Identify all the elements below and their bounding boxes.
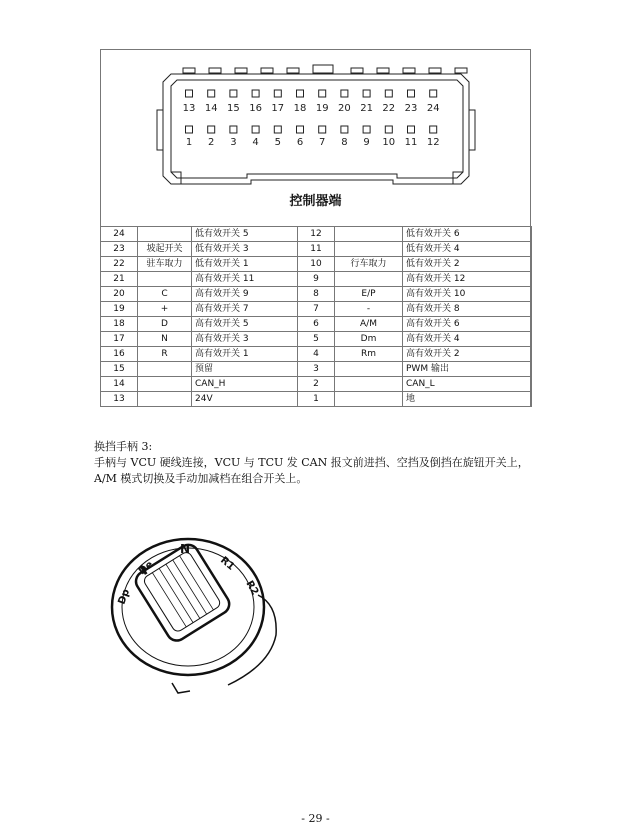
- table-cell: 3: [298, 362, 335, 377]
- table-cell: 高有效开关 4: [403, 332, 532, 347]
- pin-number: 13: [182, 103, 196, 114]
- table-cell: D: [138, 317, 192, 332]
- table-cell: 高有效开关 5: [192, 317, 298, 332]
- table-cell: +: [138, 302, 192, 317]
- table-cell: 低有效开关 6: [403, 227, 532, 242]
- table-cell: N: [138, 332, 192, 347]
- page-number: - 29 -: [301, 812, 330, 825]
- table-cell: [138, 227, 192, 242]
- pin-box: [385, 126, 392, 133]
- pin-number: 23: [404, 103, 418, 114]
- table-cell: 12: [298, 227, 335, 242]
- table-row: [101, 347, 532, 362]
- table-cell: 22: [101, 257, 138, 272]
- table-cell: 24V: [192, 392, 298, 407]
- pin-box: [186, 126, 193, 133]
- table-cell: 高有效开关 7: [192, 302, 298, 317]
- table-cell: [335, 242, 403, 257]
- table-cell: CAN_H: [192, 377, 298, 392]
- pin-number: 1: [185, 137, 193, 148]
- pin-number: 11: [404, 137, 418, 148]
- connector-diagram: [101, 50, 530, 227]
- pin-box: [430, 126, 437, 133]
- table-cell: [335, 227, 403, 242]
- pin-number: 8: [341, 137, 348, 148]
- pin-number: 16: [249, 103, 262, 114]
- table-row: [101, 332, 532, 347]
- table-row: [101, 392, 532, 407]
- table-cell: 10: [298, 257, 335, 272]
- pin-number: 4: [252, 137, 259, 148]
- table-cell: 坡起开关: [138, 242, 192, 257]
- table-cell: 地: [403, 392, 532, 407]
- table-cell: [335, 272, 403, 287]
- table-cell: 20: [101, 287, 138, 302]
- table-cell: -: [335, 302, 403, 317]
- table-cell: 4: [298, 347, 335, 362]
- pin-box: [297, 126, 304, 133]
- dial-label-n: N: [180, 542, 191, 556]
- table-cell: 低有效开关 4: [403, 242, 532, 257]
- table-cell: 高有效开关 10: [403, 287, 532, 302]
- pin-assignment-table: [100, 226, 532, 407]
- table-cell: 高有效开关 1: [192, 347, 298, 362]
- table-row: [101, 257, 532, 272]
- table-row: [101, 362, 532, 377]
- table-cell: 17: [101, 332, 138, 347]
- table-cell: 低有效开关 2: [403, 257, 532, 272]
- description-paragraph: 手柄与 VCU 硬线连接，VCU 与 TCU 发 CAN 报文前进挡、空挡及倒挡在旋钮开关上，A/M 模式切换及手动加减档在组合开关上。: [94, 456, 529, 485]
- pin-box: [297, 90, 304, 97]
- connector-caption: 控制器端: [289, 194, 342, 209]
- table-cell: 低有效开关 5: [192, 227, 298, 242]
- dial-label-r2: R2: [243, 579, 261, 598]
- pin-box: [408, 126, 415, 133]
- table-row: [101, 317, 532, 332]
- table-cell: [335, 362, 403, 377]
- table-row: [101, 302, 532, 317]
- table-cell: 19: [101, 302, 138, 317]
- table-cell: 13: [101, 392, 138, 407]
- pin-number: 18: [293, 103, 307, 114]
- pin-box: [319, 90, 326, 97]
- dial-label-dp: Dp: [116, 587, 133, 607]
- table-cell: [138, 377, 192, 392]
- pin-box: [430, 90, 437, 97]
- table-row: [101, 377, 532, 392]
- pin-box: [274, 126, 281, 133]
- dial-label-r1: R1: [218, 554, 237, 573]
- pin-number: 6: [296, 137, 304, 148]
- pin-number: 2: [208, 137, 215, 148]
- table-cell: 9: [298, 272, 335, 287]
- table-row: [101, 242, 532, 257]
- table-cell: Dm: [335, 332, 403, 347]
- table-cell: 2: [298, 377, 335, 392]
- table-cell: 高有效开关 3: [192, 332, 298, 347]
- table-cell: 11: [298, 242, 335, 257]
- pin-box: [208, 90, 215, 97]
- pin-number: 22: [382, 103, 396, 114]
- table-cell: 6: [298, 317, 335, 332]
- pin-number: 9: [363, 137, 370, 148]
- pin-number: 12: [426, 137, 440, 148]
- table-cell: A/M: [335, 317, 403, 332]
- pin-number: 7: [319, 137, 326, 148]
- table-cell: 5: [298, 332, 335, 347]
- pin-box: [408, 90, 415, 97]
- table-cell: C: [138, 287, 192, 302]
- pin-box: [363, 126, 370, 133]
- table-cell: 高有效开关 8: [403, 302, 532, 317]
- pin-number: 19: [315, 103, 329, 114]
- table-cell: 23: [101, 242, 138, 257]
- table-cell: 14: [101, 377, 138, 392]
- connector-table-frame: [100, 49, 531, 407]
- section-title: 换挡手柄 3:: [94, 440, 153, 453]
- table-cell: 驻车取力: [138, 257, 192, 272]
- table-cell: E/P: [335, 287, 403, 302]
- pin-number: 15: [227, 103, 240, 114]
- table-row: [101, 272, 532, 287]
- pin-box: [230, 90, 237, 97]
- table-cell: [138, 392, 192, 407]
- pin-number: 21: [360, 103, 373, 114]
- table-cell: 低有效开关 1: [192, 257, 298, 272]
- pin-box: [208, 126, 215, 133]
- pin-box: [385, 90, 392, 97]
- table-cell: Rm: [335, 347, 403, 362]
- pin-number: 24: [426, 103, 440, 114]
- table-cell: [138, 362, 192, 377]
- pin-number: 5: [274, 137, 281, 148]
- table-cell: 预留: [192, 362, 298, 377]
- table-cell: 7: [298, 302, 335, 317]
- pin-box: [363, 90, 370, 97]
- table-cell: 21: [101, 272, 138, 287]
- table-cell: 18: [101, 317, 138, 332]
- table-cell: 高有效开关 6: [403, 317, 532, 332]
- table-cell: 低有效开关 3: [192, 242, 298, 257]
- table-row: [101, 227, 532, 242]
- pin-box: [274, 90, 281, 97]
- table-cell: [335, 377, 403, 392]
- pin-box: [252, 126, 259, 133]
- table-cell: 行车取力: [335, 257, 403, 272]
- pin-number: 20: [338, 103, 351, 114]
- pin-box: [341, 126, 348, 133]
- table-cell: PWM 输出: [403, 362, 532, 377]
- table-cell: 高有效开关 12: [403, 272, 532, 287]
- table-cell: 8: [298, 287, 335, 302]
- table-cell: CAN_L: [403, 377, 532, 392]
- pin-number: 17: [271, 103, 285, 114]
- table-cell: R: [138, 347, 192, 362]
- pin-number: 14: [204, 103, 218, 114]
- gear-selector-dial-illustration: [108, 525, 298, 695]
- table-cell: 16: [101, 347, 138, 362]
- pin-box: [230, 126, 237, 133]
- table-row: [101, 287, 532, 302]
- pin-box: [186, 90, 193, 97]
- pin-number: 10: [382, 137, 396, 148]
- table-cell: 24: [101, 227, 138, 242]
- pin-box: [319, 126, 326, 133]
- dial-label-de: De: [136, 559, 156, 578]
- table-cell: [335, 392, 403, 407]
- table-cell: 15: [101, 362, 138, 377]
- pin-number: 3: [230, 137, 237, 148]
- table-cell: 高有效开关 9: [192, 287, 298, 302]
- table-cell: 高有效开关 11: [192, 272, 298, 287]
- table-cell: 1: [298, 392, 335, 407]
- pin-box: [252, 90, 259, 97]
- table-cell: [138, 272, 192, 287]
- pin-box: [341, 90, 348, 97]
- table-cell: 高有效开关 2: [403, 347, 532, 362]
